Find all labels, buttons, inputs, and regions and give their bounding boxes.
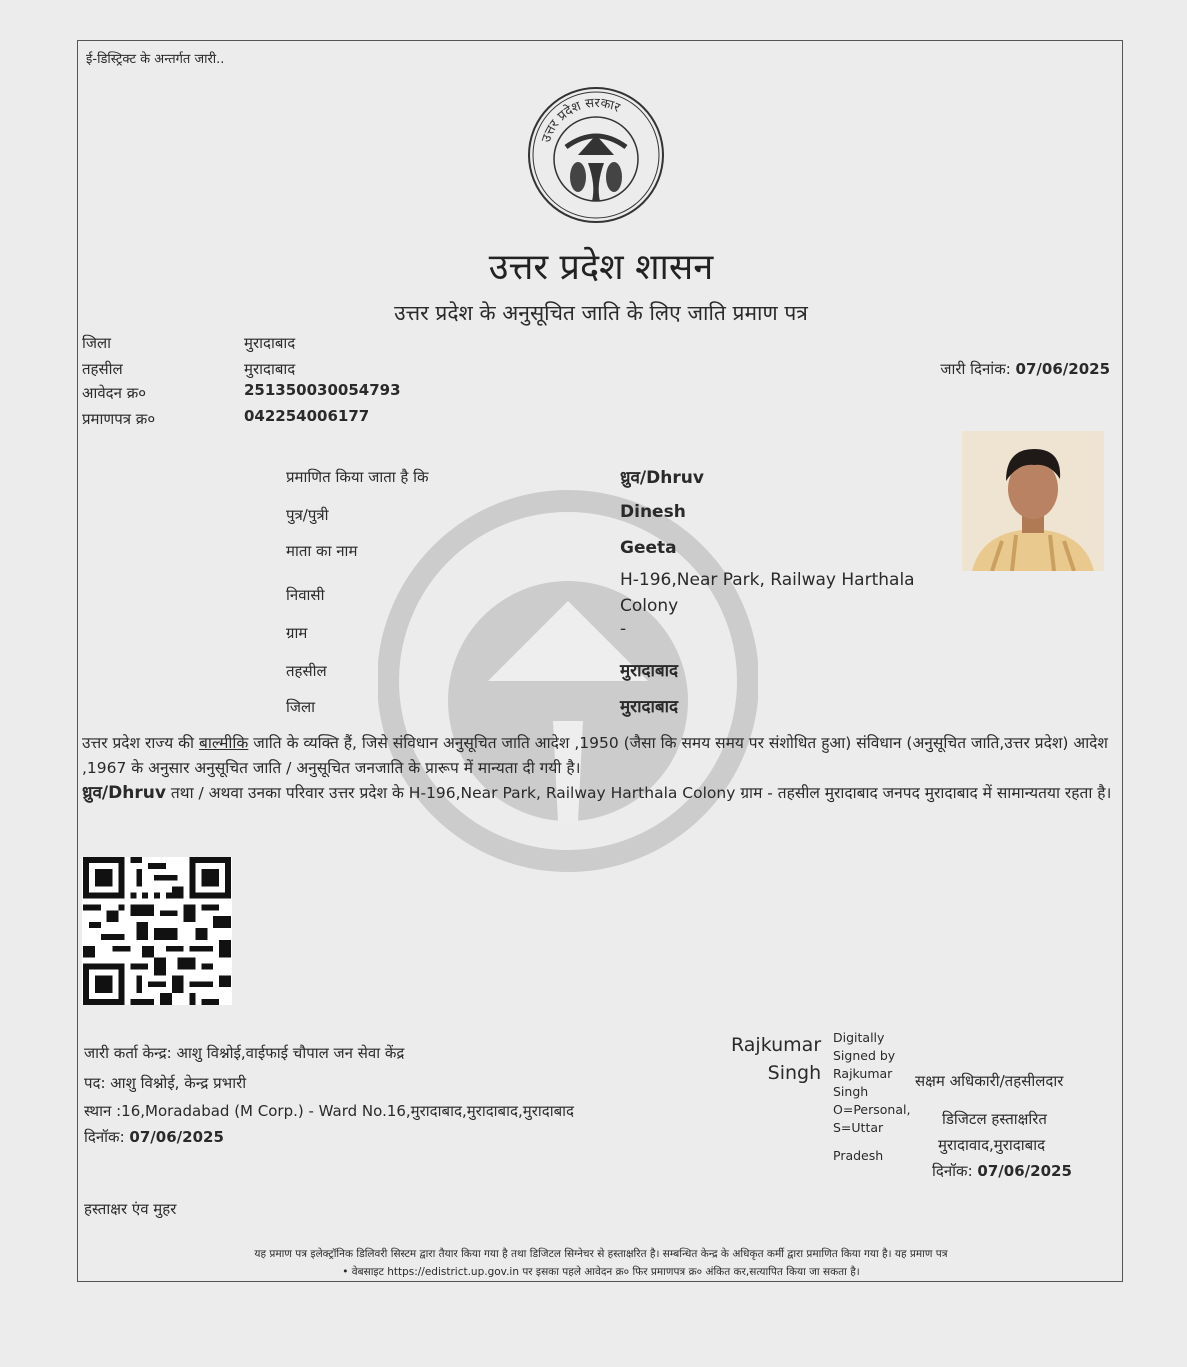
certificate-statement	[82, 731, 1122, 806]
tehsil-label: तहसील	[82, 360, 123, 378]
mother-name: Geeta	[620, 538, 677, 558]
header-note: ई-डिस्ट्रिक्ट के अन्तर्गत जारी..	[86, 52, 225, 67]
issuing-center: जारी कर्ता केन्द्र: आशु विश्नोई,वाईफाई चौपाल जन सेवा केंद्र	[84, 1044, 405, 1062]
issuer-date	[84, 1127, 224, 1147]
issuer-place: स्थान :16,Moradabad (M Corp.) - Ward No.16,मुरादाबाद,मुरादाबाद,मुरादाबाद	[84, 1102, 574, 1120]
digital-sig-line6: S=Uttar	[833, 1120, 884, 1135]
authority-digital: डिजिटल हस्ताक्षरित	[942, 1110, 1047, 1128]
certified-label: प्रमाणित किया जाता है कि	[286, 468, 429, 486]
emblem-text: उत्तर प्रदेश सरकार	[538, 95, 623, 145]
certified-name: ध्रुव/Dhruv	[620, 468, 704, 488]
application-label: आवेदन क्र०	[82, 384, 147, 402]
parent-name: Dinesh	[620, 502, 686, 522]
certificate-label: प्रमाणपत्र क्र०	[82, 410, 156, 428]
issuer-date-value: 07/06/2025	[129, 1128, 224, 1146]
digital-sig-line7: Pradesh	[833, 1148, 884, 1163]
village-value: -	[620, 619, 627, 639]
statement-part2: जाति के व्यक्ति हैं, जिसे संविधान अनुसूचित जाति आदेश ,1950 (जैसा कि समय समय पर संशोधित हुआ) संविधान (अनुसूचित जाति,उत्तर प्रदेश) आदेश ,1967 के अनुसार अनुसूचित जाति / अनुसूचित जनजाति के प्रारूप में मान्यता दी गयी है।	[82, 734, 1108, 777]
page-title: उत्तर प्रदेश शासन	[488, 247, 714, 288]
resident-address-line1: H-196,Near Park, Railway Harthala	[620, 570, 915, 590]
detail-district-label: जिला	[286, 698, 316, 716]
authority-title: सक्षम अधिकारी/तहसीलदार	[915, 1072, 1064, 1090]
issue-date-value: 07/06/2025	[1015, 360, 1110, 378]
digital-sig-line4: Singh	[833, 1084, 869, 1099]
qr-code	[82, 857, 232, 1005]
issuer-date-label: दिनॉक:	[84, 1128, 125, 1146]
authority-date	[932, 1161, 1072, 1181]
tehsil-value: मुरादाबाद	[244, 360, 296, 378]
signature-seal-label: हस्ताक्षर एंव मुहर	[84, 1200, 177, 1218]
signer-name-line1: Rajkumar	[731, 1034, 822, 1056]
certificate-page	[77, 40, 1123, 1282]
issue-date-label: जारी दिनांक:	[940, 360, 1011, 378]
district-label: जिला	[82, 334, 112, 352]
statement-part3: तथा / अथवा उनका परिवार उत्तर प्रदेश के H-196,Near Park, Railway Harthala Colony ग्राम - तहसील मुरादाबाद जनपद मुरादाबाद में सामान्यतया रहता है।	[165, 784, 1112, 802]
up-emblem-icon	[526, 85, 666, 225]
emblem-watermark-icon	[378, 421, 758, 941]
resident-address-line2: Colony	[620, 596, 679, 616]
detail-district-value: मुरादाबाद	[620, 697, 679, 717]
caste-name: बाल्मीकि	[198, 734, 249, 752]
authority-date-value: 07/06/2025	[977, 1162, 1072, 1180]
district-value: मुरादाबाद	[244, 334, 296, 352]
statement-name: ध्रुव/Dhruv	[82, 783, 166, 803]
application-number: 251350030054793	[244, 381, 401, 399]
parent-label: पुत्र/पुत्री	[286, 506, 329, 524]
authority-date-label: दिनॉक:	[932, 1162, 973, 1180]
signer-name	[731, 1031, 821, 1087]
issue-date	[940, 359, 1110, 379]
resident-label: निवासी	[286, 586, 325, 604]
certificate-number: 042254006177	[244, 407, 370, 425]
footer-line1: यह प्रमाण पत्र इलेक्ट्रॉनिक डिलिवरी सिस्टम द्वारा तैयार किया गया है तथा डिजिटल सिग्नेचर से हस्ताक्षरित है। सम्बन्धित केन्द्र के अधिकृत कर्मी द्वारा प्रमाणित किया गया है। यह प्रमाण पत्र	[254, 1248, 948, 1260]
digital-sig-line3: Rajkumar	[833, 1066, 893, 1081]
digital-sig-line1: Digitally	[833, 1030, 885, 1045]
digital-sig-line2: Signed by	[833, 1048, 896, 1063]
authority-place: मुरादावाद,मुरादाबाद	[938, 1136, 1046, 1154]
mother-label: माता का नाम	[286, 542, 358, 560]
applicant-photo	[962, 431, 1104, 571]
digital-signature-details	[833, 1029, 910, 1165]
footer-line2: • वेबसाइट https://edistrict.up.gov.in पर इसका पहले आवेदन क्र० फिर प्रमाणपत्र क्र० अंकित कर,सत्यापित किया जा सकता है।	[342, 1266, 860, 1278]
page-subtitle: उत्तर प्रदेश के अनुसूचित जाति के लिए जाति प्रमाण पत्र	[394, 301, 808, 325]
signer-name-line2: Singh	[767, 1062, 822, 1084]
village-label: ग्राम	[286, 624, 308, 642]
issuer-post: पद: आशु विश्नोई, केन्द्र प्रभारी	[84, 1074, 247, 1092]
detail-tehsil-label: तहसील	[286, 662, 327, 680]
statement-part1: उत्तर प्रदेश राज्य की	[82, 734, 199, 752]
digital-sig-line5: O=Personal,	[833, 1102, 911, 1117]
detail-tehsil-value: मुरादाबाद	[620, 661, 679, 681]
